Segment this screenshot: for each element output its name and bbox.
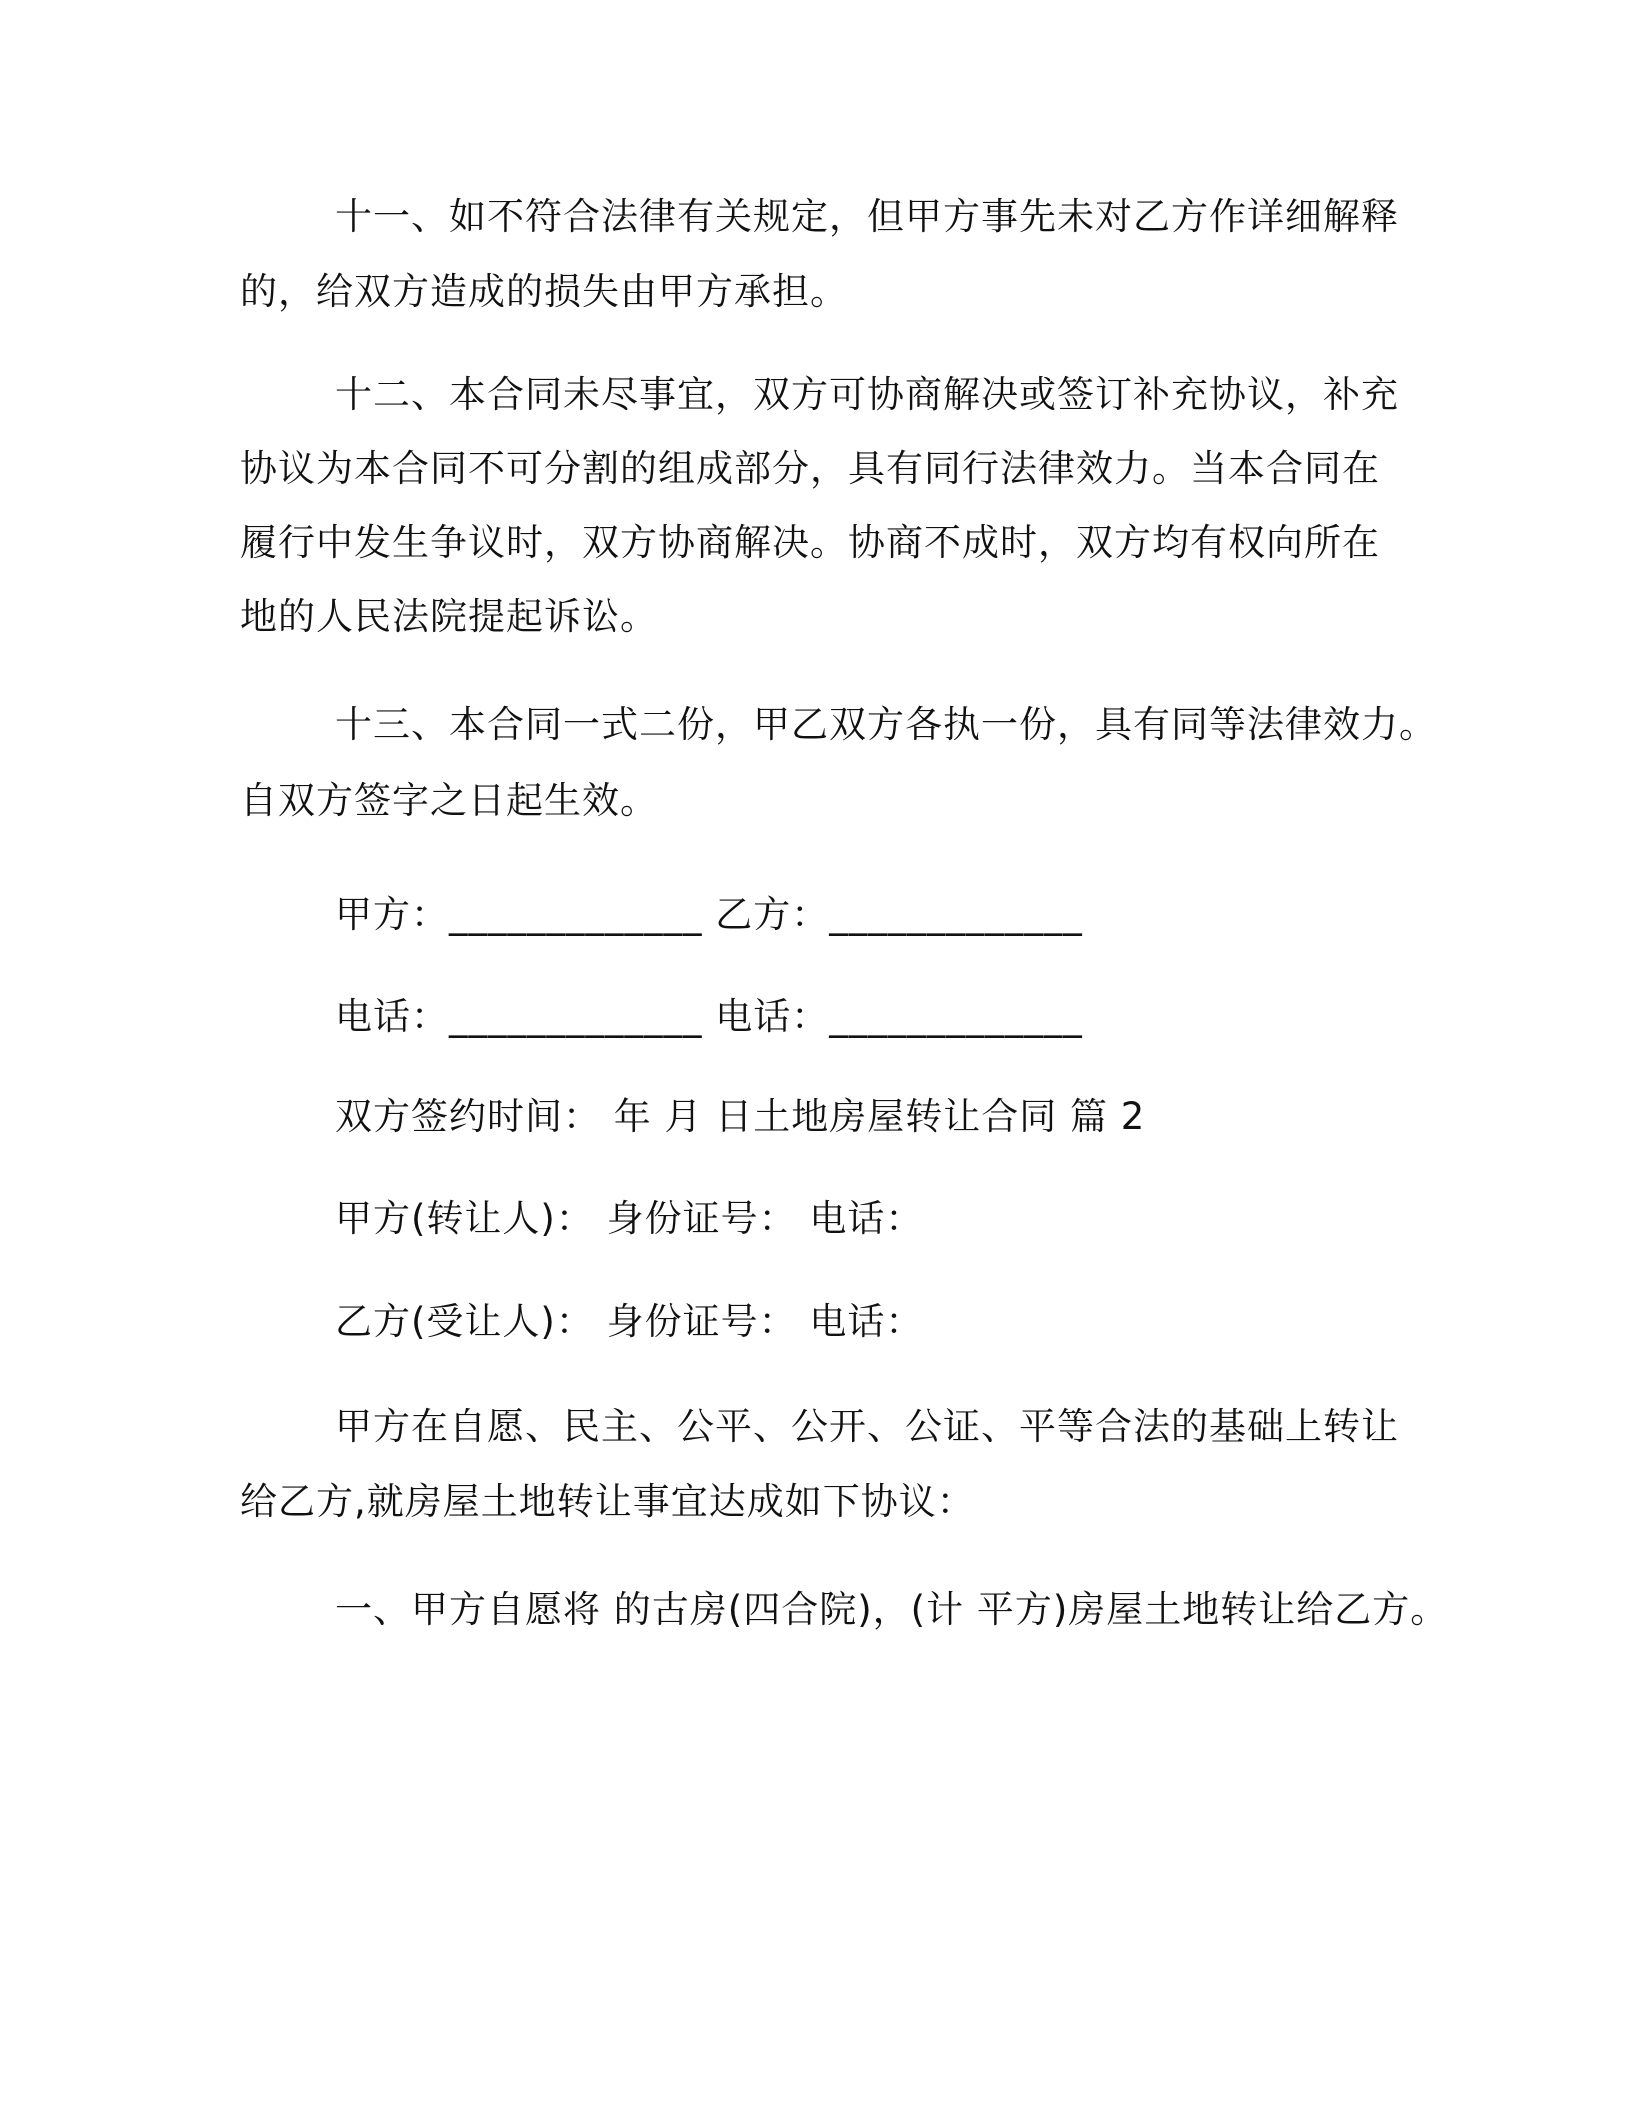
preamble-line-2: 给乙方,就房屋土地转让事宜达成如下协议： [240, 1480, 975, 1523]
clause-11-line-2: 的，给双方造成的损失由甲方承担。 [240, 270, 848, 313]
clause-11-line-1: 十一、如不符合法律有关规定，但甲方事先未对乙方作详细解释 [335, 195, 1399, 238]
preamble-line-1: 甲方在自愿、民主、公平、公开、公证、平等合法的基础上转让 [335, 1405, 1399, 1448]
clause-12-line-3: 履行中发生争议时，双方协商解决。协商不成时，双方均有权向所在 [240, 521, 1380, 564]
clause-13-line-1: 十三、本合同一式二份，甲乙双方各执一份，具有同等法律效力。 [335, 703, 1437, 746]
clause-12-line-1: 十二、本合同未尽事宜，双方可协商解决或签订补充协议，补充 [335, 373, 1399, 416]
sign-time-and-next-title: 双方签约时间： 年 月 日土地房屋转让合同 篇 2 [335, 1095, 1146, 1138]
party-b-info: 乙方(受让人)： 身份证号： 电话： [335, 1300, 924, 1343]
clause-12-line-2: 协议为本合同不可分割的组成部分，具有同行法律效力。当本合同在 [240, 447, 1380, 490]
party-a-info: 甲方(转让人)： 身份证号： 电话： [335, 1197, 924, 1240]
clause-1: 一、甲方自愿将 的古房(四合院)，(计 平方)房屋土地转让给乙方。 [335, 1588, 1449, 1631]
clause-12-line-4: 地的人民法院提起诉讼。 [240, 595, 658, 638]
signature-parties-line: 甲方：_____________ 乙方：_____________ [335, 893, 1083, 936]
clause-13-line-2: 自双方签字之日起生效。 [240, 779, 658, 822]
signature-phones-line: 电话：_____________ 电话：_____________ [335, 995, 1083, 1038]
